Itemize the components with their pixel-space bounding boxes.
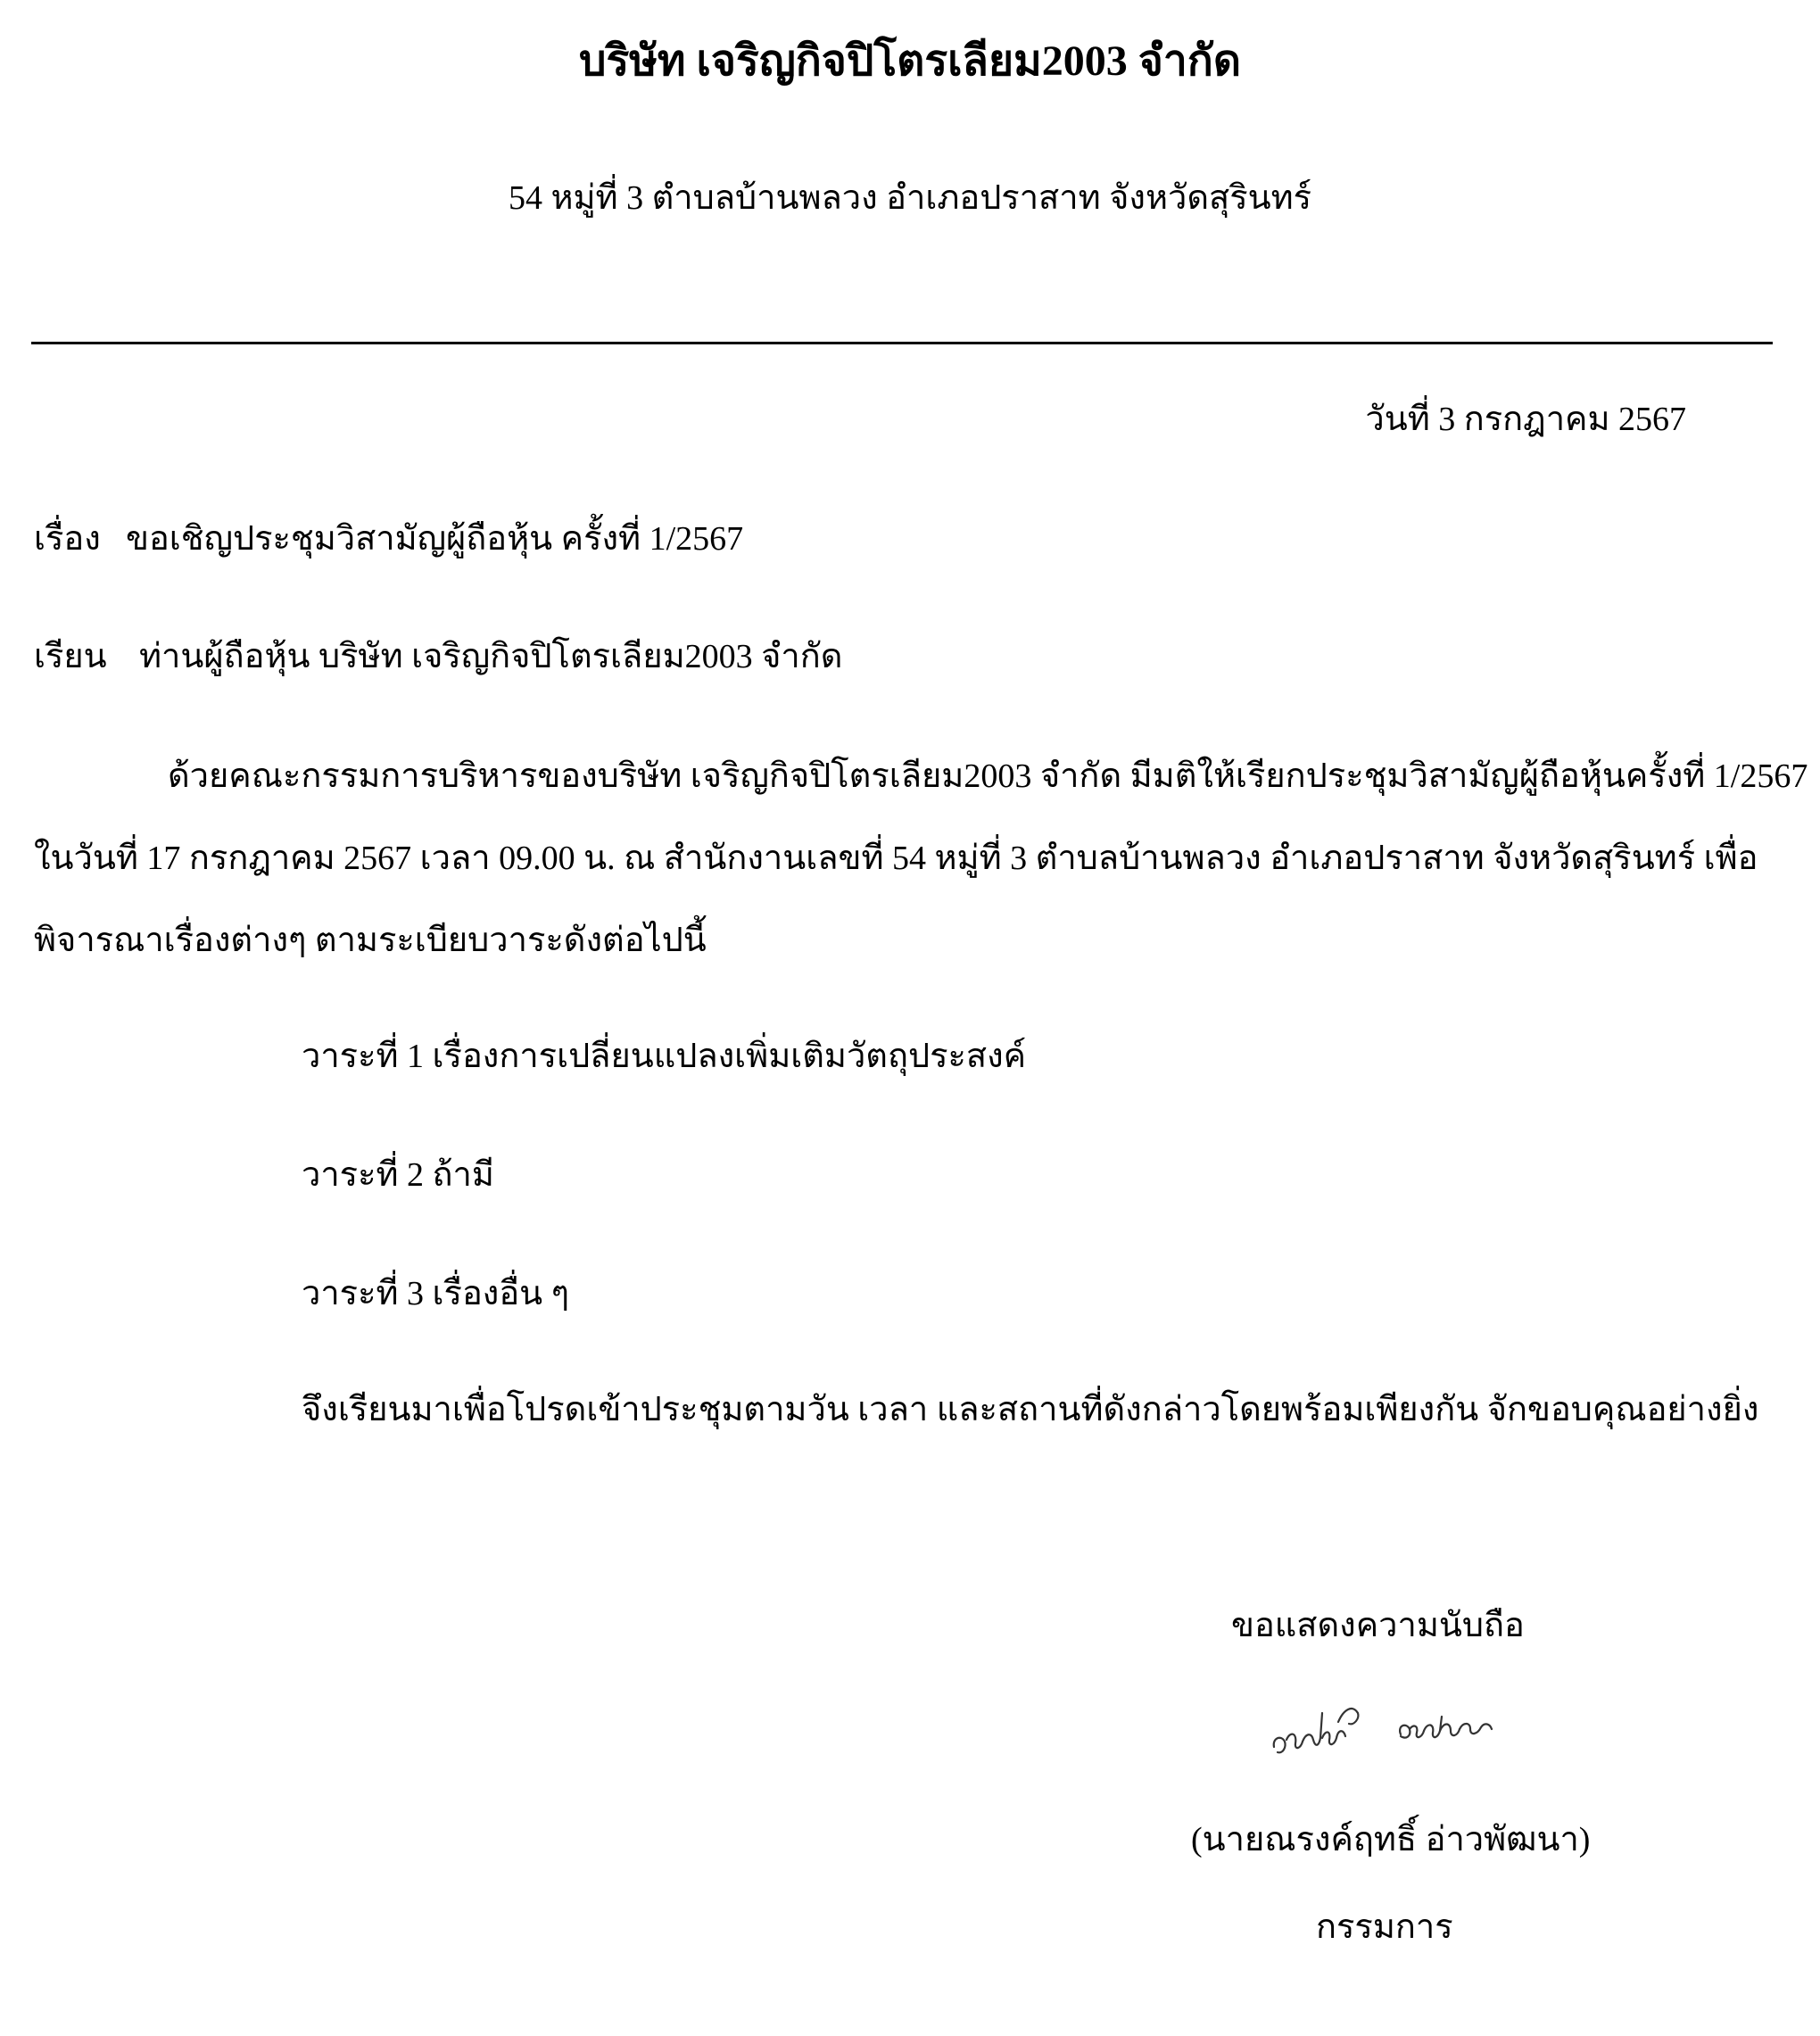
letter-date: วันที่ 3 กรกฎาคม 2567 <box>1365 401 1686 438</box>
handwritten-signature <box>1267 1677 1517 1775</box>
salutation-label: เรียน <box>34 638 107 675</box>
signer-position: กรรมการ <box>1316 1908 1453 1946</box>
agenda-item-1: วาระที่ 1 เรื่องการเปลี่ยนแปลงเพิ่มเติมวัตถุประสงค์ <box>302 1038 1027 1075</box>
subject-label: เรื่อง <box>34 520 101 558</box>
signer-name: (นายณรงค์ฤทธิ์ อ่าวพัฒนา) <box>1191 1821 1591 1858</box>
agenda-item-2: วาระที่ 2 ถ้ามี <box>302 1156 494 1194</box>
salutation-text: ท่านผู้ถือหุ้น บริษัท เจริญกิจปิโตรเลียม2003 จำกัด <box>139 638 843 675</box>
subject-line <box>34 510 743 565</box>
salutation-line <box>34 628 842 683</box>
company-title: บริษัท เจริญกิจปิโตรเลียม2003 จำกัด <box>578 37 1242 85</box>
agenda-item-3: วาระที่ 3 เรื่องอื่น ๆ <box>302 1275 570 1312</box>
closing-paragraph: จึงเรียนมาเพื่อโปรดเข้าประชุมตามวัน เวลา และสถานที่ดังกล่าวโดยพร้อมเพียงกัน จักขอบคุณอย่างยิ่ง <box>302 1391 1759 1428</box>
body-line-2: ในวันที่ 17 กรกฎาคม 2567 เวลา 09.00 น. ณ สำนักงานเลขที่ 54 หมู่ที่ 3 ตำบลบ้านพลวง อำเภอปราสาท จังหวัดสุรินทร์ เพื่อ <box>34 840 1758 877</box>
regards-text: ขอแสดงความนับถือ <box>1231 1607 1525 1644</box>
company-address: 54 หมู่ที่ 3 ตำบลบ้านพลวง อำเภอปราสาท จังหวัดสุรินทร์ <box>508 179 1312 217</box>
body-line-3: พิจารณาเรื่องต่างๆ ตามระเบียบวาระดังต่อไปนี้ <box>34 922 707 959</box>
subject-text: ขอเชิญประชุมวิสามัญผู้ถือหุ้น ครั้งที่ 1/2567 <box>126 520 744 558</box>
body-line-1: ด้วยคณะกรรมการบริหารของบริษัท เจริญกิจปิโตรเลียม2003 จำกัด มีมติให้เรียกประชุมวิสามัญผู้ถือหุ้นครั้งที่ 1/2567 <box>168 757 1808 795</box>
header-divider <box>31 342 1773 344</box>
